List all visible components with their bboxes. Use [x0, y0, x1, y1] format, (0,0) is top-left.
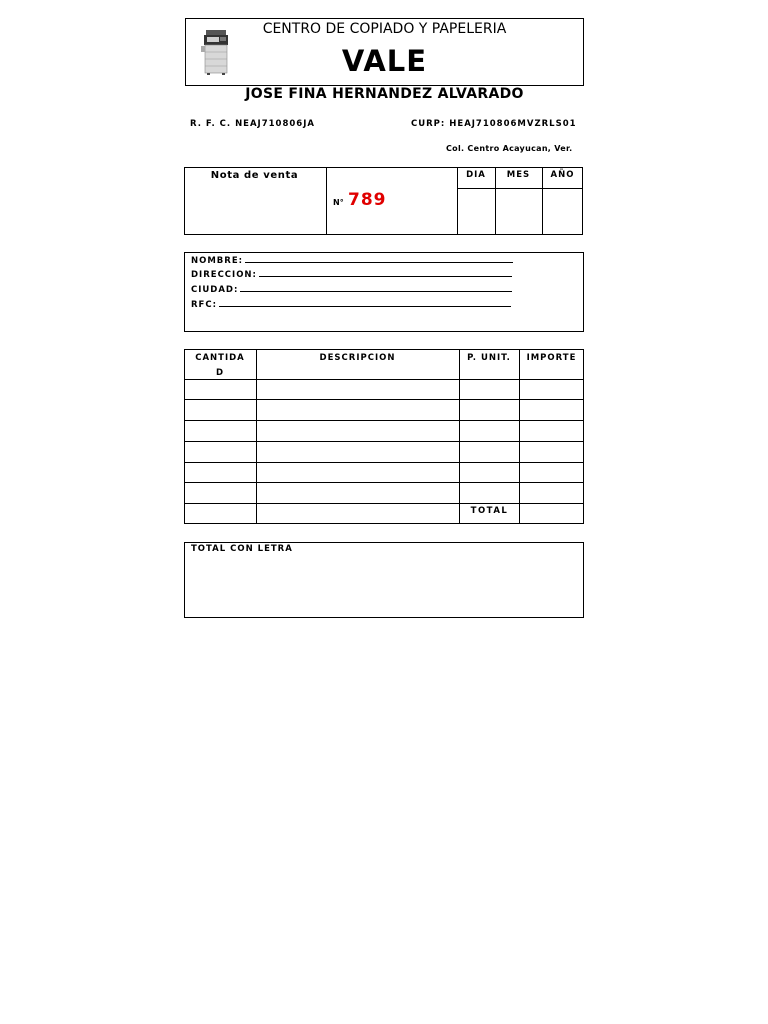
folio-number: 789: [348, 190, 387, 210]
date-day-header: DIA: [466, 170, 486, 180]
customer-name-label: NOMBRE:: [191, 256, 244, 266]
col-header-quantity: CANTIDA D: [195, 353, 245, 378]
customer-rfc-field[interactable]: [191, 299, 511, 310]
total-label: TOTAL: [470, 506, 509, 516]
customer-address-field[interactable]: [191, 269, 512, 280]
customer-address-label: DIRECCION:: [191, 270, 257, 280]
rfc-text: R. F. C. NEAJ710806JA: [190, 119, 315, 129]
shop-name: CENTRO DE COPIADO Y PAPELERIA: [262, 21, 507, 37]
customer-rfc-label: RFC:: [191, 300, 217, 310]
date-year-header: AÑO: [550, 170, 575, 180]
customer-city-label: CIUDAD:: [191, 285, 239, 295]
owner-name: JOSE FINA HERNANDEZ ALVARADO: [245, 86, 524, 102]
location-text: Col. Centro Acayucan, Ver.: [446, 144, 573, 153]
amount-in-words-label: TOTAL CON LETRA: [191, 544, 293, 554]
customer-name-field[interactable]: [191, 255, 513, 266]
document-title: VALE: [341, 44, 428, 78]
col-header-amount: IMPORTE: [526, 353, 577, 363]
folio-prefix: N°: [333, 198, 344, 207]
col-header-description: DESCRIPCION: [319, 353, 396, 363]
col-header-unit-price: P. UNIT.: [467, 353, 511, 363]
customer-city-field[interactable]: [191, 284, 512, 295]
sale-note-label: Nota de venta: [210, 170, 299, 181]
curp-text: CURP: HEAJ710806MVZRLS01: [411, 119, 577, 129]
date-month-header: MES: [506, 170, 531, 180]
